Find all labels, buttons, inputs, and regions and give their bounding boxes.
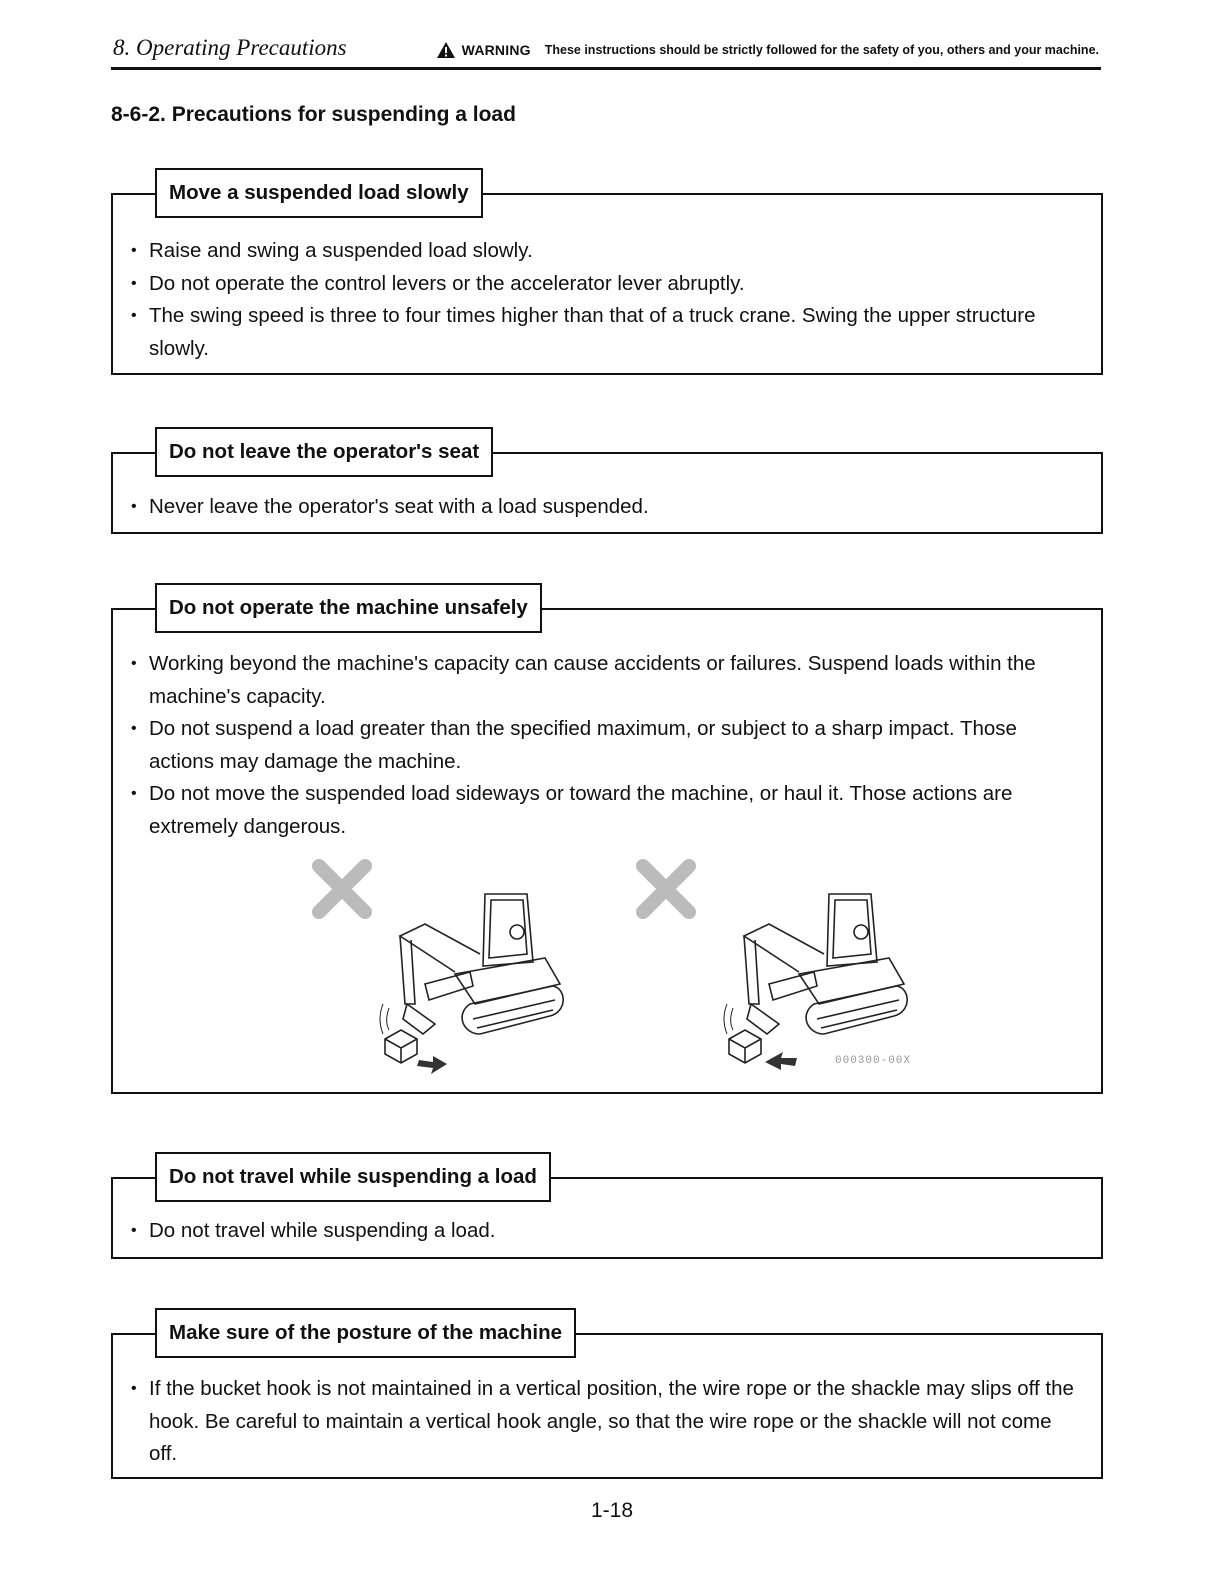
chapter-title: 8. Operating Precautions <box>113 35 347 60</box>
list-item: • Do not move the suspended load sideways or toward the machine, or haul it. Those actions are extremely dangerous. <box>149 778 1083 843</box>
precaution-box-unsafe-operation <box>111 596 1103 1094</box>
prohibited-x-icon <box>643 866 689 912</box>
list-item: • The swing speed is three to four times higher than that of a truck crane. Swing the upper structure slowly. <box>149 300 1083 365</box>
bullet-list <box>149 1215 1083 1248</box>
page-number: 1-18 <box>590 1499 634 1522</box>
bullet-list <box>149 1373 1083 1471</box>
box-title: Do not operate the machine unsafely <box>155 583 542 633</box>
precaution-box-no-travel <box>111 1165 1103 1259</box>
excavator-illustration-toward <box>629 854 919 1074</box>
list-item: • Do not operate the control levers or the accelerator lever abruptly. <box>149 268 1083 301</box>
list-item: • Do not suspend a load greater than the specified maximum, or subject to a sharp impact. Those actions may damage the machine. <box>149 713 1083 778</box>
warning-banner <box>436 41 1099 59</box>
warning-text: These instructions should be strictly followed for the safety of you, others and your machine. <box>544 43 1099 57</box>
warning-label: WARNING <box>461 42 531 58</box>
figure-code: 000300-00X <box>835 1055 912 1067</box>
section-title: 8-6-2. Precautions for suspending a load <box>111 103 516 126</box>
list-item: • If the bucket hook is not maintained in a vertical position, the wire rope or the shackle may slips off the hook. Be careful to maintain a vertical hook angle, so that the wire rope or the shackle will not come off. <box>149 1373 1083 1471</box>
prohibited-x-icon <box>319 866 365 912</box>
precaution-box-operator-seat <box>111 440 1103 534</box>
box-title: Do not leave the operator's seat <box>155 427 493 477</box>
list-item: • Raise and swing a suspended load slowly. <box>149 235 1083 268</box>
bullet-list <box>149 235 1083 365</box>
list-item: • Do not travel while suspending a load. <box>149 1215 1083 1248</box>
box-title: Do not travel while suspending a load <box>155 1152 551 1202</box>
page-header <box>111 33 1101 70</box>
list-item: • Never leave the operator's seat with a load suspended. <box>149 491 1083 524</box>
precaution-box-machine-posture <box>111 1321 1103 1479</box>
box-title: Make sure of the posture of the machine <box>155 1308 576 1358</box>
bullet-list <box>149 648 1083 843</box>
bullet-list <box>149 491 1083 524</box>
list-item: • Working beyond the machine's capacity can cause accidents or failures. Suspend loads within the machine's capacity. <box>149 648 1083 713</box>
precaution-box-move-slowly <box>111 181 1103 375</box>
box-title: Move a suspended load slowly <box>155 168 483 218</box>
warning-triangle-icon <box>436 41 456 59</box>
excavator-illustration-sideways <box>305 854 575 1074</box>
